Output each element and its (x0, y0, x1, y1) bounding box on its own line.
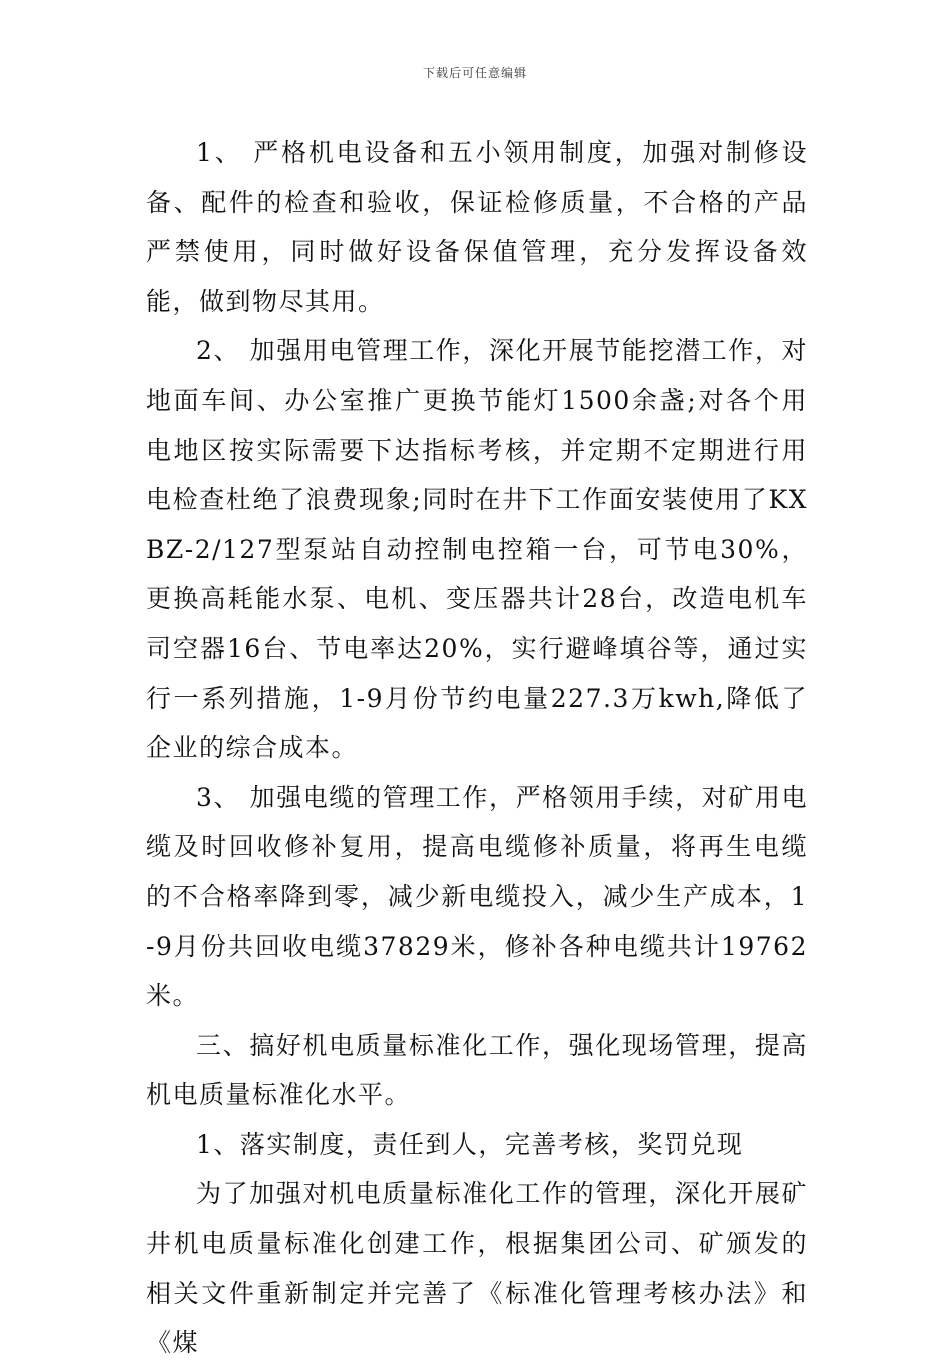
document-body (146, 128, 808, 1368)
section-heading-quality-standardization: 三、搞好机电质量标准化工作，强化现场管理，提高机电质量标准化水平。 (146, 1030, 808, 1110)
paragraph-power-management: 2、 加强用电管理工作，深化开展节能挖潜工作，对地面车间、办公室推广更换节能灯1500余盏;对各个用电地区按实际需要下达指标考核，并定期不定期进行用电检查杜绝了浪费现象;同时在井下工作面安装使用了KXBZ-2/127型泵站自动控制电控箱一台，可节电30%，更换高耗能水泵、电机、变压器共计28台，改造电机车司空器16台、节电率达20%，实行避峰填谷等，通过实行一系列措施，1-9月份节约电量227.3万kwh,降低了企业的综合成本。 (146, 336, 808, 763)
paragraph-equipment-management: 1、 严格机电设备和五小领用制度，加强对制修设备、配件的检查和验收，保证检修质量，不合格的产品严禁使用，同时做好设备保值管理，充分发挥设备效能，做到物尽其用。 (146, 138, 808, 316)
paragraph-standardization-work: 为了加强对机电质量标准化工作的管理，深化开展矿井机电质量标准化创建工作，根据集团公司、矿颁发的相关文件重新制定并完善了《标准化管理考核办法》和《煤 (146, 1179, 808, 1358)
subheading-implement-system: 1、落实制度，责任到人，完善考核，奖罚兑现 (196, 1129, 744, 1159)
page-header: 下载后可任意编辑 (422, 66, 527, 80)
paragraph-cable-management: 3、 加强电缆的管理工作，严格领用手续，对矿用电缆及时回收修补复用，提高电缆修补质量，将再生电缆的不合格率降到零，减少新电缆投入，减少生产成本，1-9月份共回收电缆37829米，修补各种电缆共计19762米。 (146, 782, 808, 1011)
